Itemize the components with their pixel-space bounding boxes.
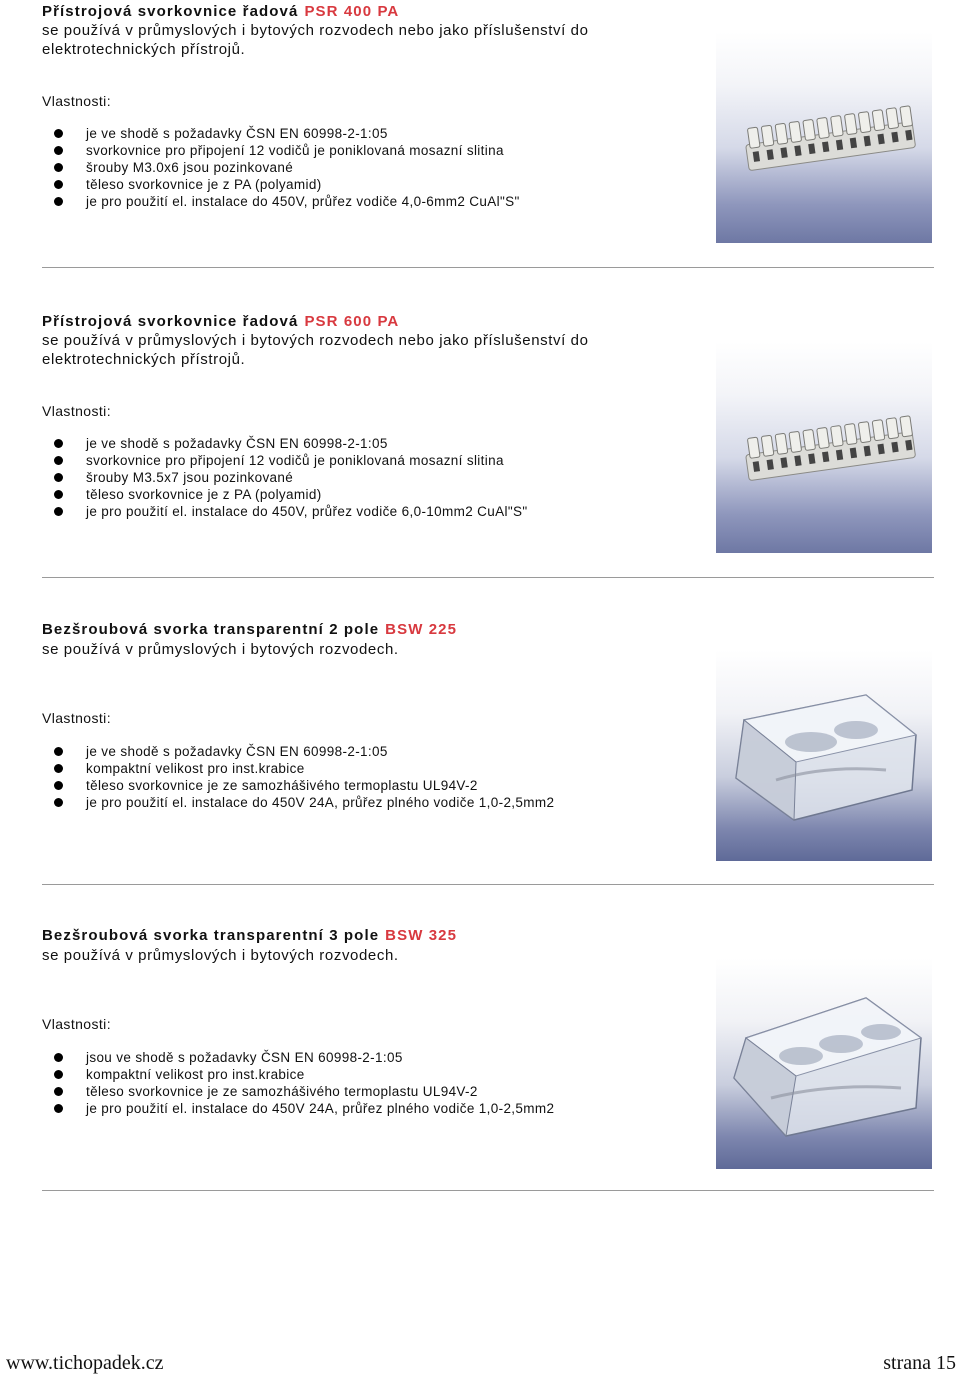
bullet-icon [54,507,63,516]
list-item: je pro použití el. instalace do 450V 24A, průřez plného vodiče 1,0-2,5mm2 [0,1100,554,1117]
product-name: Bezšroubová svorka transparentní 3 pole [42,927,380,944]
bullet-icon [54,1070,63,1079]
properties-label: Vlastnosti: [42,1016,111,1032]
product-code: PSR 400 PA [304,3,400,20]
terminal-strip-photo [716,32,932,243]
list-item: je ve shodě s požadavky ČSN EN 60998-2-1:05 [0,743,554,760]
bullet-icon [54,439,63,448]
footer-page-number: strana 15 [883,1352,956,1374]
section-divider [42,1190,934,1191]
transparent-clamp-photo [716,650,932,861]
list-item: je pro použití el. instalace do 450V 24A, průřez plného vodiče 1,0-2,5mm2 [0,794,554,811]
product-code: BSW 225 [385,621,458,638]
list-item: je pro použití el. instalace do 450V, průřez vodiče 4,0-6mm2 CuAl"S" [0,193,520,210]
product-title [42,621,457,638]
bullet-icon [54,798,63,807]
bullet-icon [54,473,63,482]
list-item: je ve shodě s požadavky ČSN EN 60998-2-1:05 [0,435,527,452]
transparent-clamp-icon [716,650,932,861]
list-item: je pro použití el. instalace do 450V, průřez vodiče 6,0-10mm2 CuAl"S" [0,503,527,520]
product-name: Bezšroubová svorka transparentní 2 pole [42,621,380,638]
properties-list [0,125,520,210]
product-title [42,313,399,330]
list-item: šrouby M3.5x7 jsou pozinkované [0,469,527,486]
list-item: těleso svorkovnice je z PA (polyamid) [0,486,527,503]
list-item: kompaktní velikost pro inst.krabice [0,1066,554,1083]
product-title [42,3,399,20]
section-divider [42,577,934,578]
transparent-clamp-photo [716,958,932,1169]
list-item: kompaktní velikost pro inst.krabice [0,760,554,777]
properties-label: Vlastnosti: [42,710,111,726]
terminal-strip-icon [716,32,932,243]
bullet-icon [54,490,63,499]
list-item: šrouby M3.0x6 jsou pozinkované [0,159,520,176]
list-item: svorkovnice pro připojení 12 vodičů je poniklovaná mosazní slitina [0,142,520,159]
bullet-icon [54,180,63,189]
bullet-icon [54,1087,63,1096]
product-description: se používá v průmyslových i bytových rozvodech. [42,641,399,658]
terminal-strip-photo [716,342,932,553]
list-item: jsou ve shodě s požadavky ČSN EN 60998-2-1:05 [0,1049,554,1066]
product-name: Přístrojová svorkovnice řadová [42,313,299,330]
bullet-icon [54,781,63,790]
bullet-icon [54,1053,63,1062]
properties-list [0,1049,554,1117]
bullet-icon [54,1104,63,1113]
bullet-icon [54,747,63,756]
section-divider [42,267,934,268]
list-item: těleso svorkovnice je ze samozhášivého termoplastu UL94V-2 [0,1083,554,1100]
bullet-icon [54,129,63,138]
footer-website: www.tichopadek.cz [6,1352,164,1374]
properties-label: Vlastnosti: [42,403,111,419]
list-item: svorkovnice pro připojení 12 vodičů je poniklovaná mosazní slitina [0,452,527,469]
list-item: těleso svorkovnice je ze samozhášivého termoplastu UL94V-2 [0,777,554,794]
bullet-icon [54,197,63,206]
product-title [42,927,457,944]
properties-list [0,743,554,811]
product-code: BSW 325 [385,927,458,944]
transparent-clamp-icon [716,958,932,1169]
properties-label: Vlastnosti: [42,93,111,109]
product-code: PSR 600 PA [304,313,400,330]
list-item: je ve shodě s požadavky ČSN EN 60998-2-1:05 [0,125,520,142]
product-description: se používá v průmyslových i bytových rozvodech nebo jako příslušenství do elektrotechnických přístrojů. [42,22,589,58]
bullet-icon [54,146,63,155]
product-name: Přístrojová svorkovnice řadová [42,3,299,20]
bullet-icon [54,456,63,465]
product-description: se používá v průmyslových i bytových rozvodech nebo jako příslušenství do elektrotechnických přístrojů. [42,332,589,368]
bullet-icon [54,163,63,172]
terminal-strip-icon [716,342,932,553]
properties-list [0,435,527,520]
product-description: se používá v průmyslových i bytových rozvodech. [42,947,399,964]
bullet-icon [54,764,63,773]
section-divider [42,884,934,885]
list-item: těleso svorkovnice je z PA (polyamid) [0,176,520,193]
